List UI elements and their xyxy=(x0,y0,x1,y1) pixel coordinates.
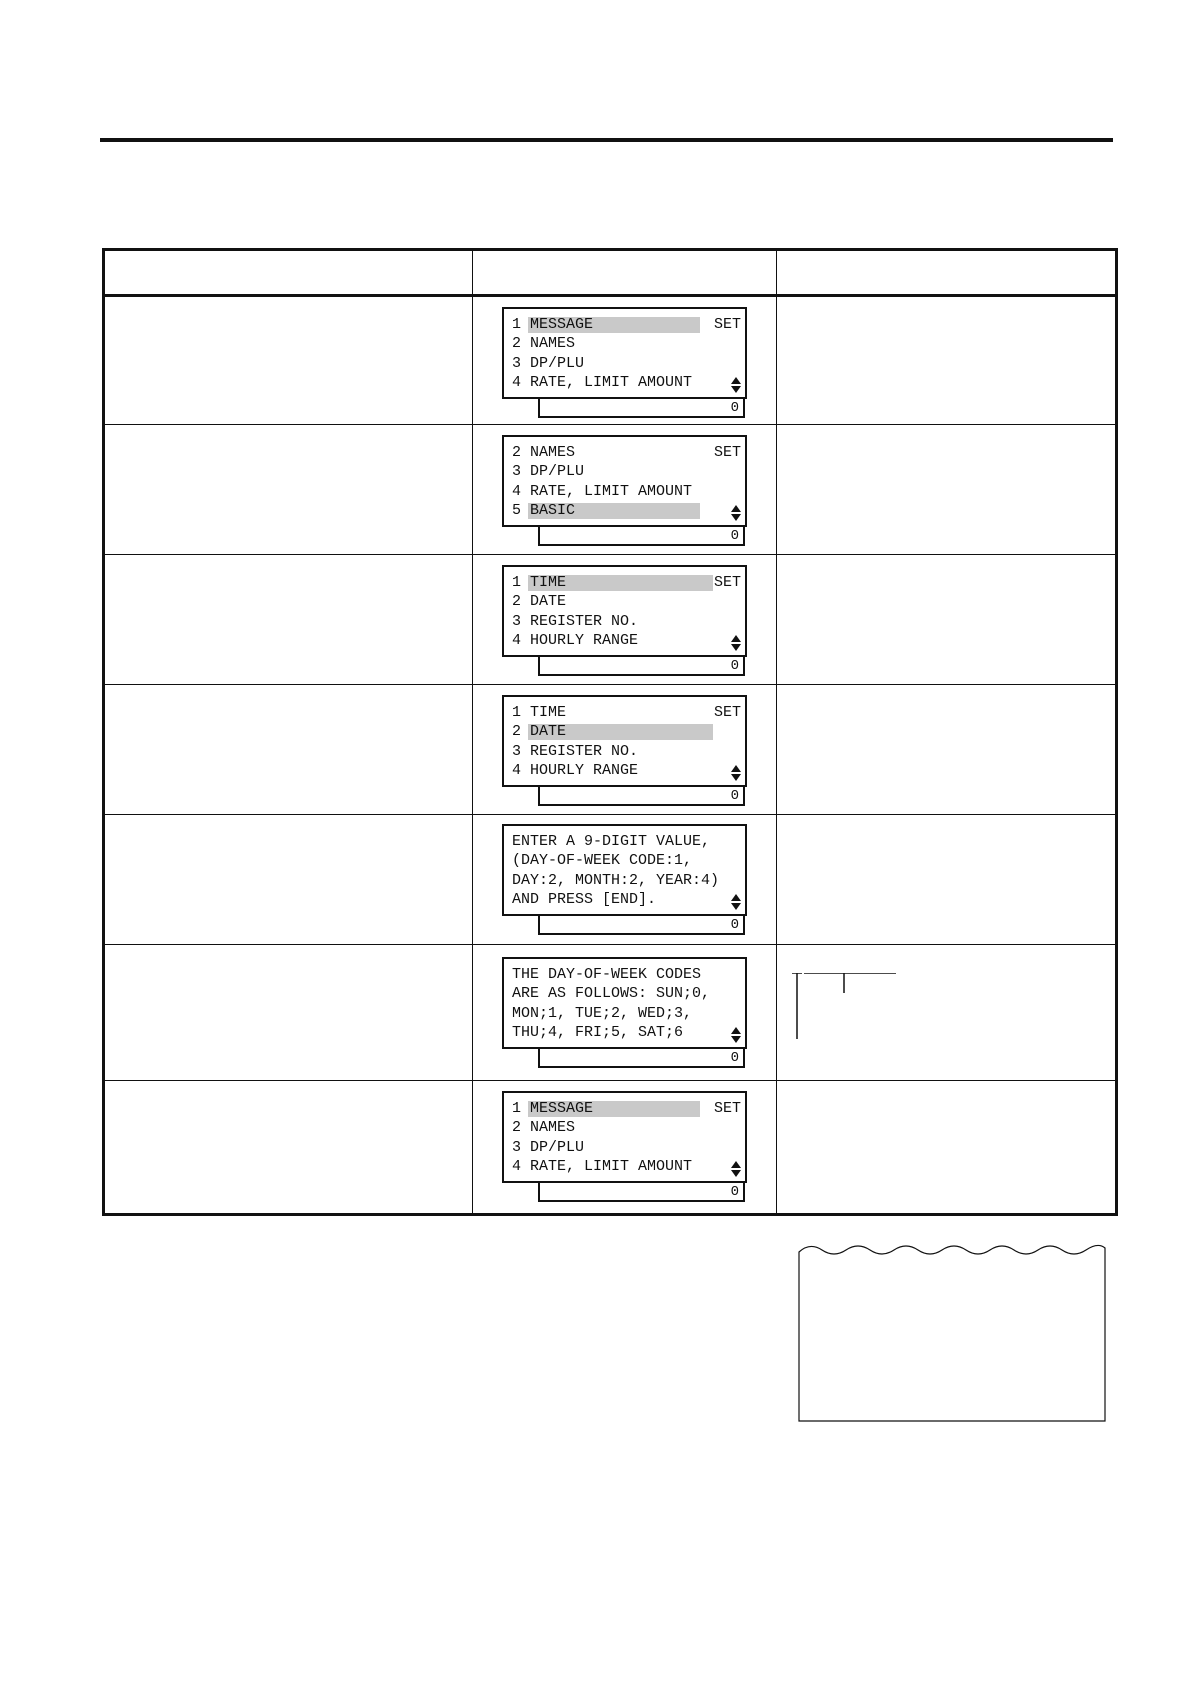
lcd-main-screen xyxy=(502,824,747,916)
lcd-main-screen xyxy=(502,695,747,787)
lcd-line-text: 1 MESSAGE xyxy=(512,316,594,333)
lcd-line xyxy=(512,742,745,761)
lcd-line xyxy=(512,761,745,780)
receipt-printout xyxy=(798,1240,1106,1422)
lcd-line-text: ARE AS FOLLOWS: SUN;0, xyxy=(512,985,711,1003)
lcd-main-screen xyxy=(502,565,747,657)
subdisplay-value: 0 xyxy=(730,917,739,933)
lcd-line-text: 4 RATE, LIMIT AMOUNT xyxy=(512,373,693,391)
lcd-line xyxy=(512,703,745,722)
set-label: SET xyxy=(713,444,741,461)
table-row xyxy=(105,815,1115,945)
lcd-line-text: (DAY-OF-WEEK CODE:1, xyxy=(512,852,693,870)
lcd-line xyxy=(512,1023,745,1042)
lcd-line xyxy=(512,612,745,631)
lcd-display xyxy=(502,957,747,1068)
lcd-main-screen xyxy=(502,435,747,527)
lcd-line-text: THU;4, FRI;5, SAT;6 xyxy=(512,1023,684,1041)
subdisplay-value: 0 xyxy=(730,528,739,544)
table-row xyxy=(105,555,1115,685)
subdisplay-value: 0 xyxy=(730,1184,739,1200)
lcd-line xyxy=(512,1118,745,1137)
lcd-line-text: 1 TIME xyxy=(512,704,567,721)
lcd-line-text: THE DAY-OF-WEEK CODES xyxy=(512,966,702,983)
top-rule xyxy=(100,138,1113,142)
lcd-line-text: ENTER A 9-DIGIT VALUE, xyxy=(512,833,711,850)
set-label: SET xyxy=(713,316,741,333)
lcd-display xyxy=(502,824,747,935)
lcd-display xyxy=(502,435,747,546)
lcd-subdisplay xyxy=(538,527,745,546)
table-header xyxy=(105,251,1115,297)
key-bracket-diagram xyxy=(786,973,916,1053)
lcd-line-text: 4 RATE, LIMIT AMOUNT xyxy=(512,1157,693,1175)
lcd-line xyxy=(512,501,745,520)
lcd-display xyxy=(502,565,747,676)
scroll-arrows-icon xyxy=(731,1027,741,1043)
lcd-line-text: 3 REGISTER NO. xyxy=(512,612,639,630)
lcd-line-text: 2 NAMES xyxy=(512,1119,576,1137)
lcd-subdisplay xyxy=(538,787,745,806)
lcd-subdisplay xyxy=(538,1183,745,1202)
lcd-line xyxy=(512,354,745,373)
set-label: SET xyxy=(713,574,741,591)
lcd-line-text: 2 DATE xyxy=(512,723,567,741)
scroll-arrows-icon xyxy=(731,765,741,781)
lcd-line-text: 3 DP/PLU xyxy=(512,1138,585,1156)
scroll-arrows-icon xyxy=(731,1161,741,1177)
scroll-arrows-icon xyxy=(731,377,741,393)
lcd-line xyxy=(512,1157,745,1176)
lcd-line xyxy=(512,832,745,851)
lcd-subdisplay xyxy=(538,399,745,418)
lcd-line xyxy=(512,373,745,392)
lcd-line-text: 1 TIME xyxy=(512,574,567,591)
lcd-line-text: 2 DATE xyxy=(512,593,567,611)
lcd-line xyxy=(512,482,745,501)
set-label: SET xyxy=(713,704,741,721)
lcd-line xyxy=(512,965,745,984)
lcd-line-text: 2 NAMES xyxy=(512,444,576,461)
lcd-line xyxy=(512,315,745,334)
lcd-line xyxy=(512,890,745,909)
lcd-line-text: MON;1, TUE;2, WED;3, xyxy=(512,1004,693,1022)
receipt-torn-edge xyxy=(799,1245,1105,1421)
lcd-line-text: DAY:2, MONTH:2, YEAR:4) xyxy=(512,871,720,889)
lcd-line-text: 3 REGISTER NO. xyxy=(512,742,639,760)
lcd-main-screen xyxy=(502,1091,747,1183)
lcd-line-text: 3 DP/PLU xyxy=(512,463,585,481)
scroll-arrows-icon xyxy=(731,505,741,521)
lcd-line-text: 2 NAMES xyxy=(512,335,576,353)
lcd-line xyxy=(512,443,745,462)
lcd-subdisplay xyxy=(538,916,745,935)
subdisplay-value: 0 xyxy=(730,1050,739,1066)
lcd-line-text: 3 DP/PLU xyxy=(512,354,585,372)
lcd-line xyxy=(512,1099,745,1118)
lcd-line-text: AND PRESS [END]. xyxy=(512,890,657,908)
lcd-line xyxy=(512,592,745,611)
lcd-line xyxy=(512,1138,745,1157)
lcd-line xyxy=(512,631,745,650)
subdisplay-value: 0 xyxy=(730,400,739,416)
lcd-line-text: 4 HOURLY RANGE xyxy=(512,761,639,779)
lcd-subdisplay xyxy=(538,1049,745,1068)
lcd-line xyxy=(512,334,745,353)
lcd-display xyxy=(502,307,747,418)
table-row xyxy=(105,297,1115,425)
lcd-line-text: 4 HOURLY RANGE xyxy=(512,631,639,649)
table-row xyxy=(105,685,1115,815)
table-row xyxy=(105,945,1115,1081)
lcd-line xyxy=(512,871,745,890)
subdisplay-value: 0 xyxy=(730,788,739,804)
lcd-main-screen xyxy=(502,307,747,399)
lcd-display xyxy=(502,1091,747,1202)
lcd-line-text: 1 MESSAGE xyxy=(512,1100,594,1117)
subdisplay-value: 0 xyxy=(730,658,739,674)
lcd-line-text: 5 BASIC xyxy=(512,501,576,519)
table-row xyxy=(105,1081,1115,1216)
set-label: SET xyxy=(713,1100,741,1117)
lcd-main-screen xyxy=(502,957,747,1049)
lcd-line xyxy=(512,722,745,741)
lcd-subdisplay xyxy=(538,657,745,676)
lcd-line xyxy=(512,1004,745,1023)
lcd-line xyxy=(512,984,745,1003)
lcd-line xyxy=(512,851,745,870)
table-row xyxy=(105,425,1115,555)
lcd-line xyxy=(512,573,745,592)
scroll-arrows-icon xyxy=(731,635,741,651)
scroll-arrows-icon xyxy=(731,894,741,910)
procedure-table xyxy=(102,248,1118,1216)
lcd-line xyxy=(512,462,745,481)
lcd-line-text: 4 RATE, LIMIT AMOUNT xyxy=(512,482,693,500)
lcd-display xyxy=(502,695,747,806)
